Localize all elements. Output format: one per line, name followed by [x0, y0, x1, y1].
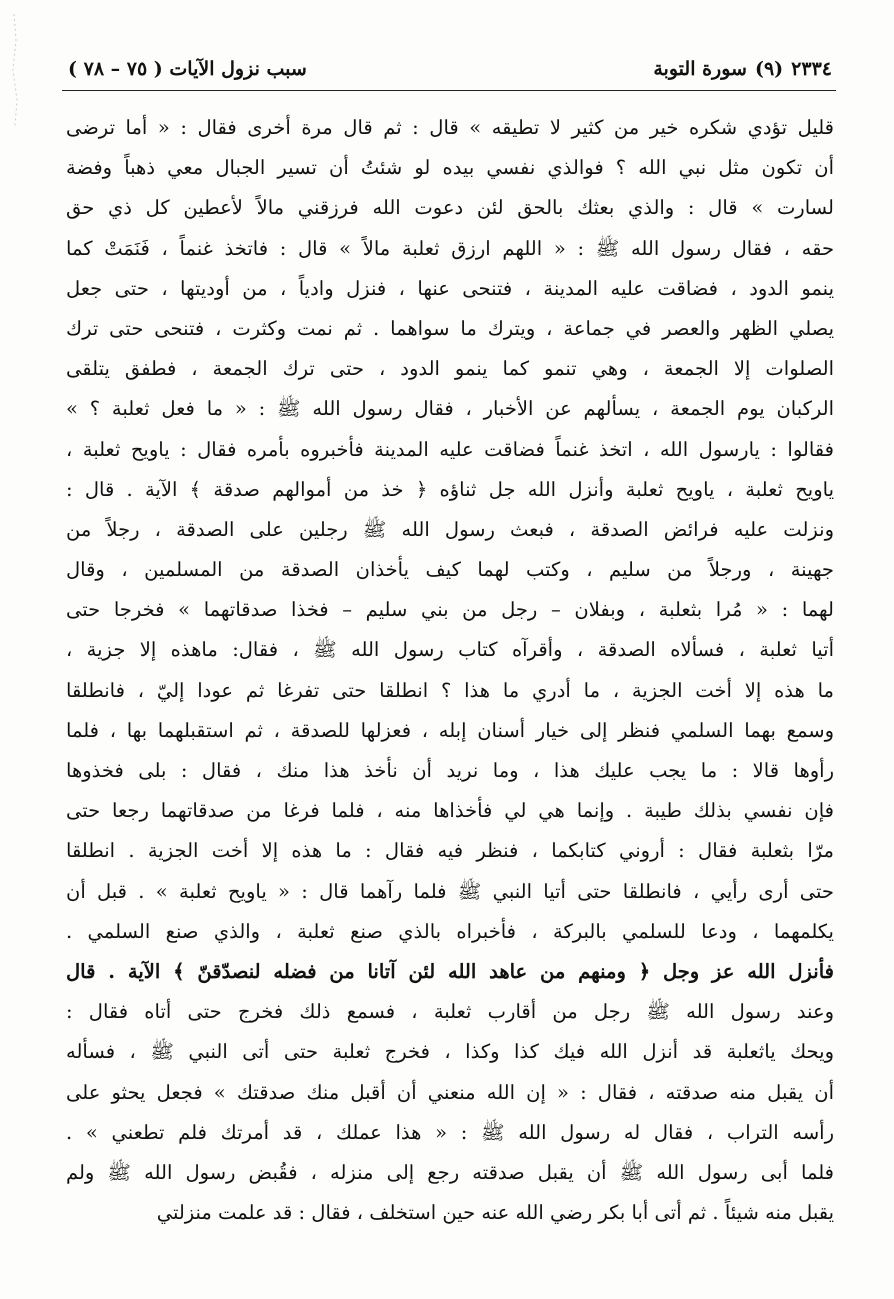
- text-line: لهما : « مُرا بثعلبة ، وبفلان – رجل من بني سليم – فخذا صدقاتهما » فخرجا حتى: [66, 598, 834, 622]
- scan-edge-mark: [4, 10, 28, 130]
- section-title: سبب نزول الآيات ( ٧٥ – ٧٨ ): [68, 58, 307, 80]
- text-line: لسارت » قال : والذي بعثك بالحق لئن دعوت الله فرزقني مالاً لأعطين كل ذي حق: [66, 196, 834, 220]
- text-line-verse: فأنزل الله عز وجل ﴿ ومنهم من عاهد الله لئن آتانا من فضله لنصدّقنّ ﴾ الآية . قال: [66, 959, 834, 983]
- text-line: فلما أبى رسول الله ﷺ أن يقبل صدقته رجع إلى منزله ، فقُبض رسول الله ﷺ ولم: [66, 1160, 834, 1184]
- text-line: فقالوا : يارسول الله ، اتخذ غنماً فضاقت عليه المدينة فأخبروه بأمره فقال : ياويح ثعلبة ،: [66, 437, 834, 461]
- text-line: حتى أرى رأيي ، فانطلقا حتى أتيا النبي ﷺ فلما رآهما قال : « ياويح ثعلبة » . قبل أن: [66, 879, 834, 903]
- header-divider: [62, 90, 836, 91]
- text-line: ما هذه إلا أخت الجزية ، ما أدري ما هذا ؟ انطلقا حتى تفرغا ثم عودا إليّ ، فانطلقا: [66, 678, 834, 702]
- text-line: رأوها قالا : ما يجب عليك هذا ، وما نريد أن نأخذ هذا منك ، فقال : بلى فخذوها: [66, 759, 834, 782]
- header-right-group: [653, 58, 832, 80]
- text-line: حقه ، فقال رسول الله ﷺ : « اللهم ارزق ثعلبة مالاً » قال : فاتخذ غنماً ، فَنَمَتْ كما: [66, 236, 834, 260]
- text-line: جهينة ، ورجلاً من سليم ، وكتب لهما كيف يأخذان الصدقة من المسلمين ، وقال: [66, 558, 834, 582]
- text-line: مرّا بثعلبة فقال : أروني كتابكما ، فنظر فيه فقال : ما هذه إلا أخت الجزية . انطلقا: [66, 839, 834, 863]
- text-line: وعند رسول الله ﷺ رجل من أقارب ثعلبة ، فسمع ذلك فخرج حتى أتاه فقال :: [66, 1000, 834, 1024]
- text-line: فإن نفسي بذلك طيبة . وإنما هي لي فأخذاها منه ، فلما فرغا من صدقاتهما رجعا حتى: [66, 799, 834, 823]
- surah-number: (٩): [754, 58, 784, 80]
- page-number: ٢٣٣٤: [791, 58, 832, 80]
- text-line: رأسه التراب ، فقال له رسول الله ﷺ : « هذا عملك ، قد أمرتك فلم تطعني » .: [66, 1120, 834, 1144]
- page-header: [68, 52, 832, 86]
- text-line: يصلي الظهر والعصر في جماعة ، ويترك ما سواهما . ثم نمت وكثرت ، فتنحى حتى ترك: [66, 316, 834, 340]
- text-line: أن تكون مثل نبي الله ؟ فوالذي نفسي بيده لو شئتُ أن تسير الجبال معي ذهباً وفضة: [66, 156, 834, 180]
- text-line: الركبان يوم الجمعة ، يسألهم عن الأخبار ، فقال رسول الله ﷺ : « ما فعل ثعلبة ؟ »: [66, 397, 834, 421]
- text-line: ينمو الدود ، فضاقت عليه المدينة ، فتنحى عنها ، فنزل وادياً ، من أوديتها ، حتى جعل: [66, 276, 834, 300]
- text-line: قليل تؤدي شكره خير من كثير لا تطيقه » قال : ثم قال مرة أخرى فقال : « أما ترضى: [66, 116, 834, 139]
- text-line: أتيا ثعلبة ، فسألاه الصدقة ، وأقرآه كتاب رسول الله ﷺ ، فقال: ماهذه إلا جزية ،: [66, 638, 834, 662]
- text-line: الصلوات إلا الجمعة ، وهي تنمو كما ينمو الدود ، حتى ترك الجمعة ، فطفق يتلقى: [66, 357, 834, 381]
- text-line: وسمع بهما السلمي فنظر إلى خيار أسنان إبله ، فعزلها للصدقة ، ثم استقبلهما بها ، فلما: [66, 718, 834, 742]
- text-line: ويحك ياثعلبة قد أنزل الله فيك كذا وكذا ، فخرج ثعلبة حتى أتى النبي ﷺ ، فسأله: [66, 1040, 834, 1064]
- text-line: أن يقبل منه صدقته ، فقال : « إن الله منعني أن أقبل منك صدقتك » فجعل يحثو على: [66, 1080, 834, 1104]
- body-text: [66, 108, 834, 1233]
- text-line: ياويح ثعلبة ، ياويح ثعلبة وأنزل الله جل ثناؤه ﴿ خذ من أموالهم صدقة ﴾ الآية . قال :: [66, 477, 834, 501]
- text-line: ونزلت عليه فرائض الصدقة ، فبعث رسول الله ﷺ رجلين على الصدقة ، رجلاً من: [66, 517, 834, 541]
- text-line: يقبل منه شيئاً . ثم أتى أبا بكر رضي الله عنه حين استخلف ، فقال : قد علمت منزلتي: [156, 1201, 834, 1225]
- surah-name: سورة التوبة: [653, 58, 747, 80]
- text-line: يكلمهما ، ودعا للسلمي بالبركة ، فأخبراه بالذي صنع ثعلبة ، والذي صنع السلمي .: [66, 919, 834, 943]
